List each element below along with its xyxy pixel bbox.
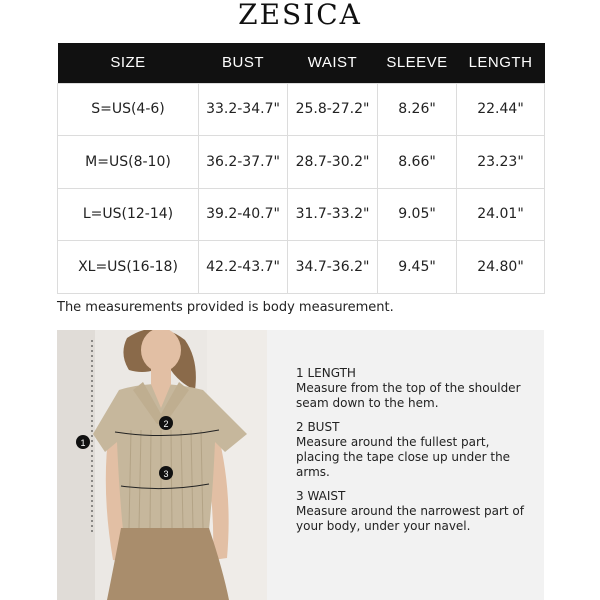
cell-bust: 42.2-43.7" <box>199 241 288 294</box>
cell-waist: 28.7-30.2" <box>288 136 378 189</box>
cell-waist: 31.7-33.2" <box>288 188 378 241</box>
cell-waist: 25.8-27.2" <box>288 83 378 136</box>
instruction-text: Measure from the top of the shoulder seam down to the hem. <box>296 381 521 410</box>
marker-length <box>76 435 90 449</box>
svg-text:2: 2 <box>163 419 169 429</box>
measurement-instructions <box>296 366 526 543</box>
cell-sleeve: 9.05" <box>378 188 457 241</box>
model-illustration <box>57 330 267 600</box>
instruction-waist <box>296 489 526 534</box>
header-size: SIZE <box>58 43 199 83</box>
instruction-length <box>296 366 526 411</box>
size-chart-table <box>57 43 545 294</box>
cell-length: 22.44" <box>457 83 545 136</box>
model-photo <box>57 330 267 600</box>
table-row <box>58 136 545 189</box>
instruction-text: Measure around the fullest part, placing the tape close up under the arms. <box>296 435 511 479</box>
cell-length: 23.23" <box>457 136 545 189</box>
table-row <box>58 188 545 241</box>
cell-size: S=US(4-6) <box>58 83 199 136</box>
cell-size: XL=US(16-18) <box>58 241 199 294</box>
instruction-text: Measure around the narrowest part of your body, under your navel. <box>296 504 524 533</box>
header-waist: WAIST <box>288 43 378 83</box>
svg-text:1: 1 <box>80 438 86 448</box>
table-header-row <box>58 43 545 83</box>
cell-bust: 36.2-37.7" <box>199 136 288 189</box>
marker-waist <box>159 466 173 480</box>
svg-text:3: 3 <box>163 469 169 479</box>
header-bust: BUST <box>199 43 288 83</box>
cell-waist: 34.7-36.2" <box>288 241 378 294</box>
cell-length: 24.01" <box>457 188 545 241</box>
instruction-bust <box>296 420 526 480</box>
cell-size: M=US(8-10) <box>58 136 199 189</box>
marker-bust <box>159 416 173 430</box>
instruction-heading: 2 BUST <box>296 420 340 434</box>
cell-bust: 33.2-34.7" <box>199 83 288 136</box>
cell-sleeve: 9.45" <box>378 241 457 294</box>
table-row <box>58 241 545 294</box>
cell-bust: 39.2-40.7" <box>199 188 288 241</box>
measurement-note: The measurements provided is body measurement. <box>57 300 394 315</box>
header-sleeve: SLEEVE <box>378 43 457 83</box>
cell-sleeve: 8.66" <box>378 136 457 189</box>
cell-sleeve: 8.26" <box>378 83 457 136</box>
cell-size: L=US(12-14) <box>58 188 199 241</box>
header-length: LENGTH <box>457 43 545 83</box>
cell-length: 24.80" <box>457 241 545 294</box>
brand-logo: ZESICA <box>238 0 362 31</box>
table-row <box>58 83 545 136</box>
instruction-heading: 1 LENGTH <box>296 366 356 380</box>
instruction-heading: 3 WAIST <box>296 489 346 503</box>
